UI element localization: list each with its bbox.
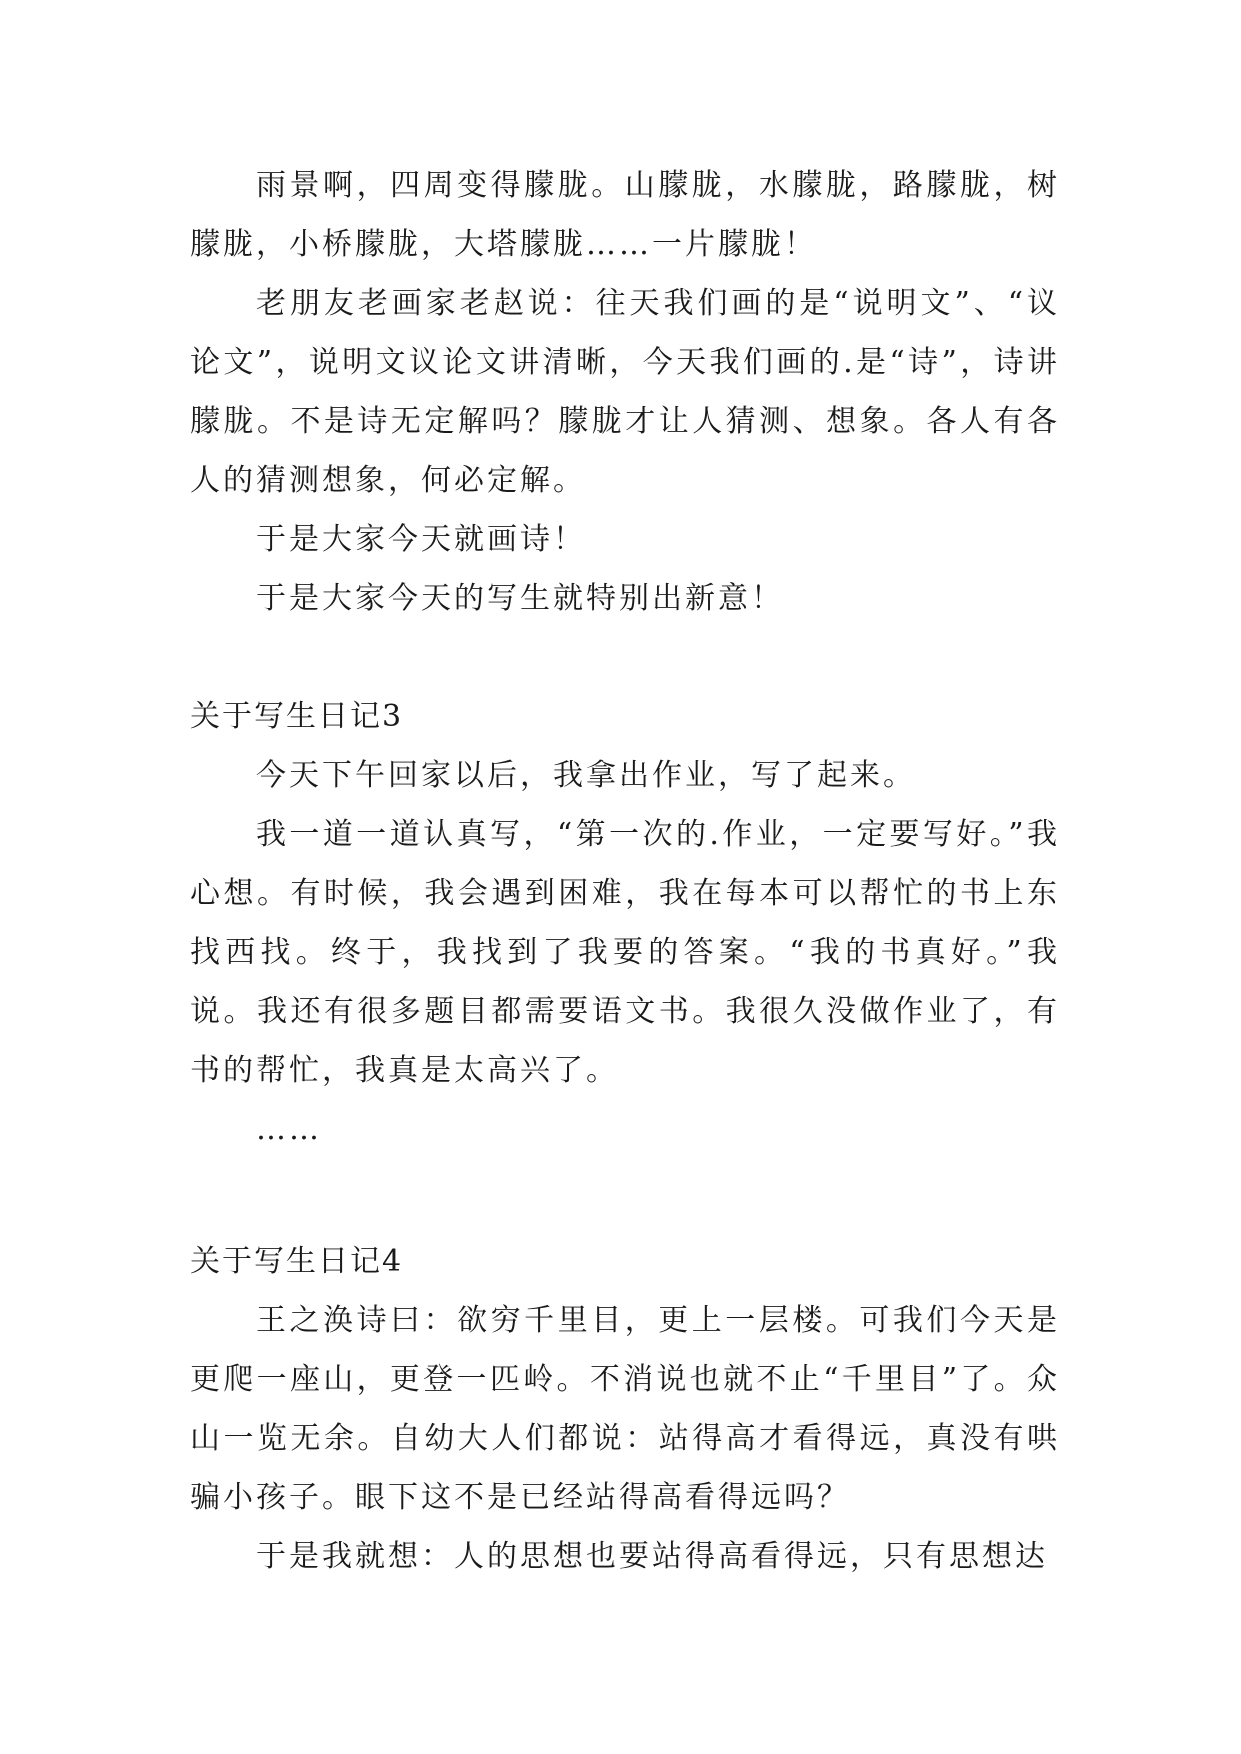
paragraph: 于是我就想：人的思想也要站得高看得远，只有思想达 [256,1539,1048,1574]
section-spacer [190,1159,1060,1232]
paragraph: 王之涣诗曰：欲穷千里目，更上一层楼。可我们今天是更爬一座山，更登一匹岭。不消说也就不止“千里目”了。众山一览无余。自幼大人们都说：站得高才看得远，真没有哄骗小孩子。眼下这不是已经站得高看得远吗？ [190,1303,1060,1515]
document-body [190,156,1060,1586]
paragraph: 雨景啊，四周变得朦胧。山朦胧，水朦胧，路朦胧，树朦胧，小桥朦胧，大塔朦胧……一片朦胧！ [190,168,1060,262]
paragraph: 今天下午回家以后，我拿出作业，写了起来。 [256,758,916,793]
paragraph: 我一道一道认真写，“第一次的.作业，一定要写好。”我心想。有时候，我会遇到困难，我在每本可以帮忙的书上东找西找。终于，我找到了我要的答案。“我的书真好。”我说。我还有很多题目都需要语文书。我很久没做作业了，有书的帮忙，我真是太高兴了。 [190,817,1060,1088]
section-heading: 关于写生日记3 [190,699,404,734]
paragraph: 于是大家今天的写生就特别出新意！ [256,581,784,616]
section-spacer [190,628,1060,687]
paragraph: 老朋友老画家老赵说：往天我们画的是“说明文”、“议论文”，说明文议论文讲清晰，今天我们画的.是“诗”，诗讲朦胧。不是诗无定解吗？朦胧才让人猜测、想象。各人有各人的猜测想象，何必定解。 [190,286,1060,498]
section-heading: 关于写生日记4 [190,1244,404,1279]
paragraph: …… [256,1112,322,1147]
paragraph: 于是大家今天就画诗！ [256,522,586,557]
